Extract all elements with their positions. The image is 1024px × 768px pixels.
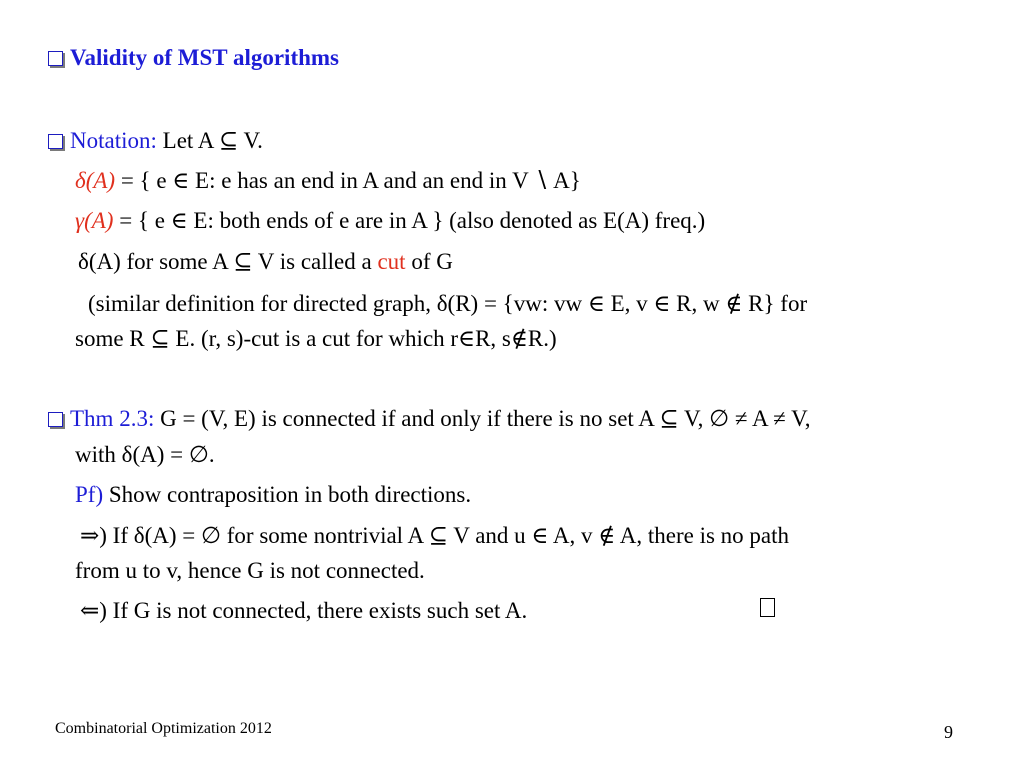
notation-intro: Let A ⊆ V. (162, 128, 263, 153)
proof-label: Pf) (75, 482, 104, 507)
gamma-definition (75, 207, 705, 235)
proof-text: Show contraposition in both directions. (108, 482, 472, 507)
cut-definition (78, 248, 453, 276)
theorem-line2: with δ(A) = ∅. (75, 442, 215, 467)
cut-pre-text: δ(A) for some A ⊆ V is called a (78, 249, 378, 274)
proof-forward-line1: ⇒) If δ(A) = ∅ for some nontrivial A ⊆ V and u ∈ A, v ∉ A, there is no path (80, 523, 790, 548)
cut-word: cut (377, 249, 406, 274)
directed-note-line1: (similar definition for directed graph, δ(R) = {vw: vw ∈ E, v ∈ R, w ∉ R} for (88, 291, 808, 316)
proof-backward: ⇐) If G is not connected, there exists such set A. (80, 598, 528, 623)
theorem-text-line1: G = (V, E) is connected if and only if there is no set A ⊆ V, ∅ ≠ A ≠ V, (154, 406, 811, 431)
qed-box-icon (760, 598, 775, 617)
gamma-def-text: = { e ∈ E: both ends of e are in A } (also denoted as E(A) freq.) (113, 208, 706, 233)
gamma-symbol: γ(A) (75, 208, 114, 233)
checkbox-bullet-icon (48, 134, 63, 149)
checkbox-bullet-icon (48, 51, 63, 66)
proof-heading (75, 481, 471, 509)
notation-heading (48, 127, 263, 155)
proof-forward-line2: from u to v, hence G is not connected. (75, 558, 425, 583)
footer-course: Combinatorial Optimization 2012 (55, 720, 272, 737)
checkbox-bullet-icon (48, 412, 63, 427)
delta-symbol: δ(A) (75, 168, 116, 193)
theorem-line1 (48, 405, 810, 433)
delta-definition (75, 167, 581, 195)
directed-note-line2: some R ⊆ E. (r, s)-cut is a cut for which r∈R, s∉R.) (75, 326, 557, 351)
cut-post-text: of G (405, 249, 453, 274)
slide-title (48, 44, 339, 72)
page-number: 9 (944, 722, 953, 742)
theorem-label: Thm 2.3: (70, 406, 155, 431)
title-text: Validity of MST algorithms (70, 45, 340, 70)
notation-label: Notation: (70, 128, 157, 153)
delta-def-text: = { e ∈ E: e has an end in A and an end in V ∖ A} (115, 168, 581, 193)
